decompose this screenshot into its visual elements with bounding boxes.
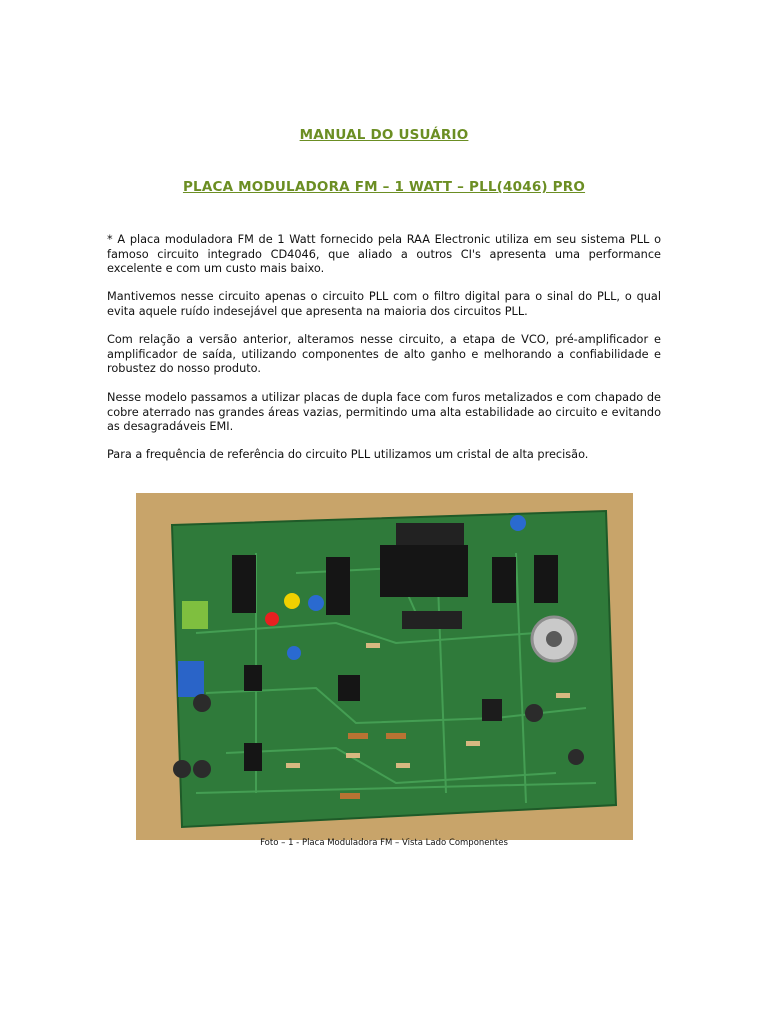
paragraph-double-face: Nesse modelo passamos a utilizar placas de dupla face com furos metalizados e com chapado de cobre aterrado nas grandes áreas vazias, permitindo uma alta estabilidade ao circuito e evitando as desagradáveis EMI.: [107, 391, 661, 434]
document-title: MANUAL DO USUÁRIO: [299, 127, 469, 143]
pcb-board-illustration: [136, 493, 633, 840]
paragraph-pll-filter: Mantivemos nesse circuito apenas o circuito PLL com o filtro digital para o sinal do PLL, o qual evita aquele ruído indesejável que apresenta na maioria dos circuitos PLL.: [107, 290, 661, 318]
paragraph-changes: Com relação a versão anterior, alteramos nesse circuito, a etapa de VCO, pré-amplificador e amplificador de saída, utilizando componentes de alto ganho e melhorando a confiabilidade e robustez do nosso produto.: [107, 333, 661, 376]
paragraph-intro: * A placa moduladora FM de 1 Watt fornecido pela RAA Electronic utiliza em seu sistema PLL o famoso circuito integrado CD4046, que aliado a outros CI's apresenta uma performance excelente e com um custo mais baixo.: [107, 233, 661, 276]
pcb-photo: [136, 493, 633, 840]
paragraph-crystal: Para a frequência de referência do circuito PLL utilizamos um cristal de alta precisão.: [107, 448, 589, 461]
document-subtitle: PLACA MODULADORA FM – 1 WATT – PLL(4046) PRO: [182, 179, 586, 195]
photo-caption: Foto – 1 - Placa Moduladora FM – Vista Lado Componentes: [260, 838, 508, 848]
